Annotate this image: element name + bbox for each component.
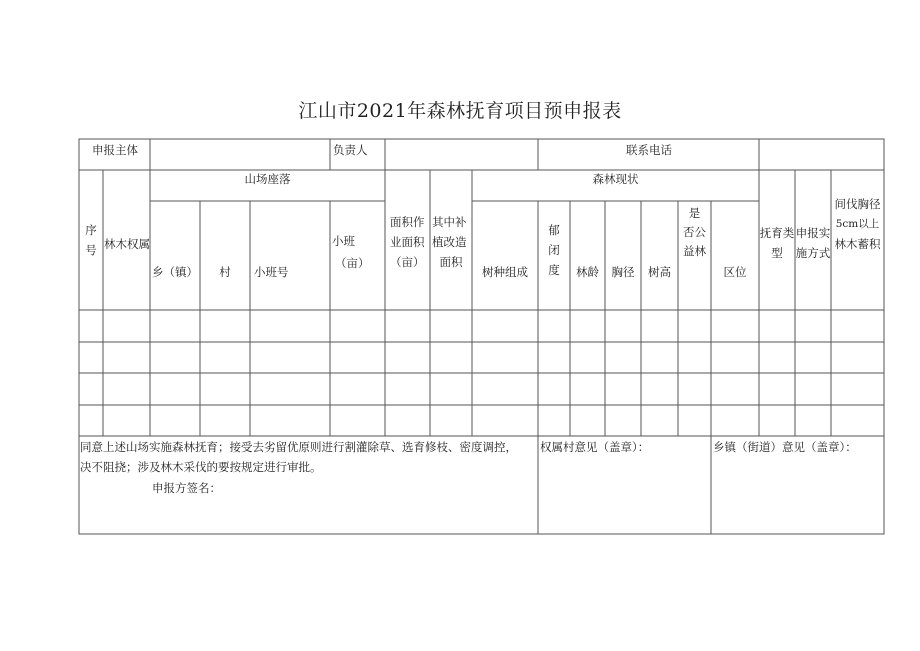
method-header-2: 施方式 [795,246,831,260]
page-title: 江山市2021年森林抚育项目预申报表 [298,100,622,122]
forest-status-group-header: 森林现状 [592,172,639,186]
applicant-label: 申报主体 [92,143,138,157]
work-area-header-3: （亩） [390,255,425,269]
welfare-header-2: 否公 [683,225,706,239]
phone-label: 联系电话 [626,143,672,157]
canopy-header-1: 郁 [548,223,560,237]
work-area-header-2: 业面积 [390,235,425,249]
storage-header-2: 5cm以上 [835,218,880,230]
canopy-header-3: 度 [548,263,560,277]
village-header: 村 [219,265,231,279]
canopy-header-2: 闭 [548,243,560,257]
tending-type-header-1: 抚育类 [759,226,795,240]
replant-area-header-3: 面积 [439,255,463,269]
age-header: 林龄 [576,265,599,279]
method-header-1: 申报实 [795,226,831,240]
subcompartment-area-header-1: 小班 [332,234,355,248]
subcompartment-no-header: 小班号 [254,265,289,279]
replant-area-header-2: 植改造 [432,235,467,249]
height-header: 树高 [648,265,671,279]
storage-header-3: 林木蓄积 [834,237,881,251]
welfare-header-3: 益林 [683,244,706,258]
ownership-header: 林木权属 [104,237,150,251]
work-area-header-1: 面积作 [390,215,425,229]
consent-statement-line1: 同意上述山场实施森林抚育；接受去劣留优原则进行割灌除草、选育修枝、密度调控， [80,440,517,454]
subcompartment-area-header-2: （亩） [335,256,370,270]
tending-type-header-2: 型 [771,246,783,260]
township-header: 乡（镇） [152,265,198,279]
welfare-header-1: 是 [688,206,701,220]
location-group-header: 山场座落 [244,172,291,186]
storage-header-1: 间伐胸径 [834,197,881,211]
seq-header-top: 序 [85,223,97,237]
signature-label: 申报方签名： [152,481,221,495]
village-opinion-label: 权属村意见（盖章）： [540,440,650,454]
consent-statement-line2: 决不阻挠；涉及林木采伐的要按规定进行审批。 [80,460,322,474]
species-header: 树种组成 [482,265,528,279]
seq-header-bottom: 号 [85,243,97,257]
person-in-charge-label: 负责人 [333,143,368,157]
town-opinion-label: 乡镇（街道）意见（盖章）： [713,440,857,454]
dbh-header: 胸径 [611,265,635,279]
site-header: 区位 [723,265,747,279]
replant-area-header-1: 其中补 [432,215,467,229]
